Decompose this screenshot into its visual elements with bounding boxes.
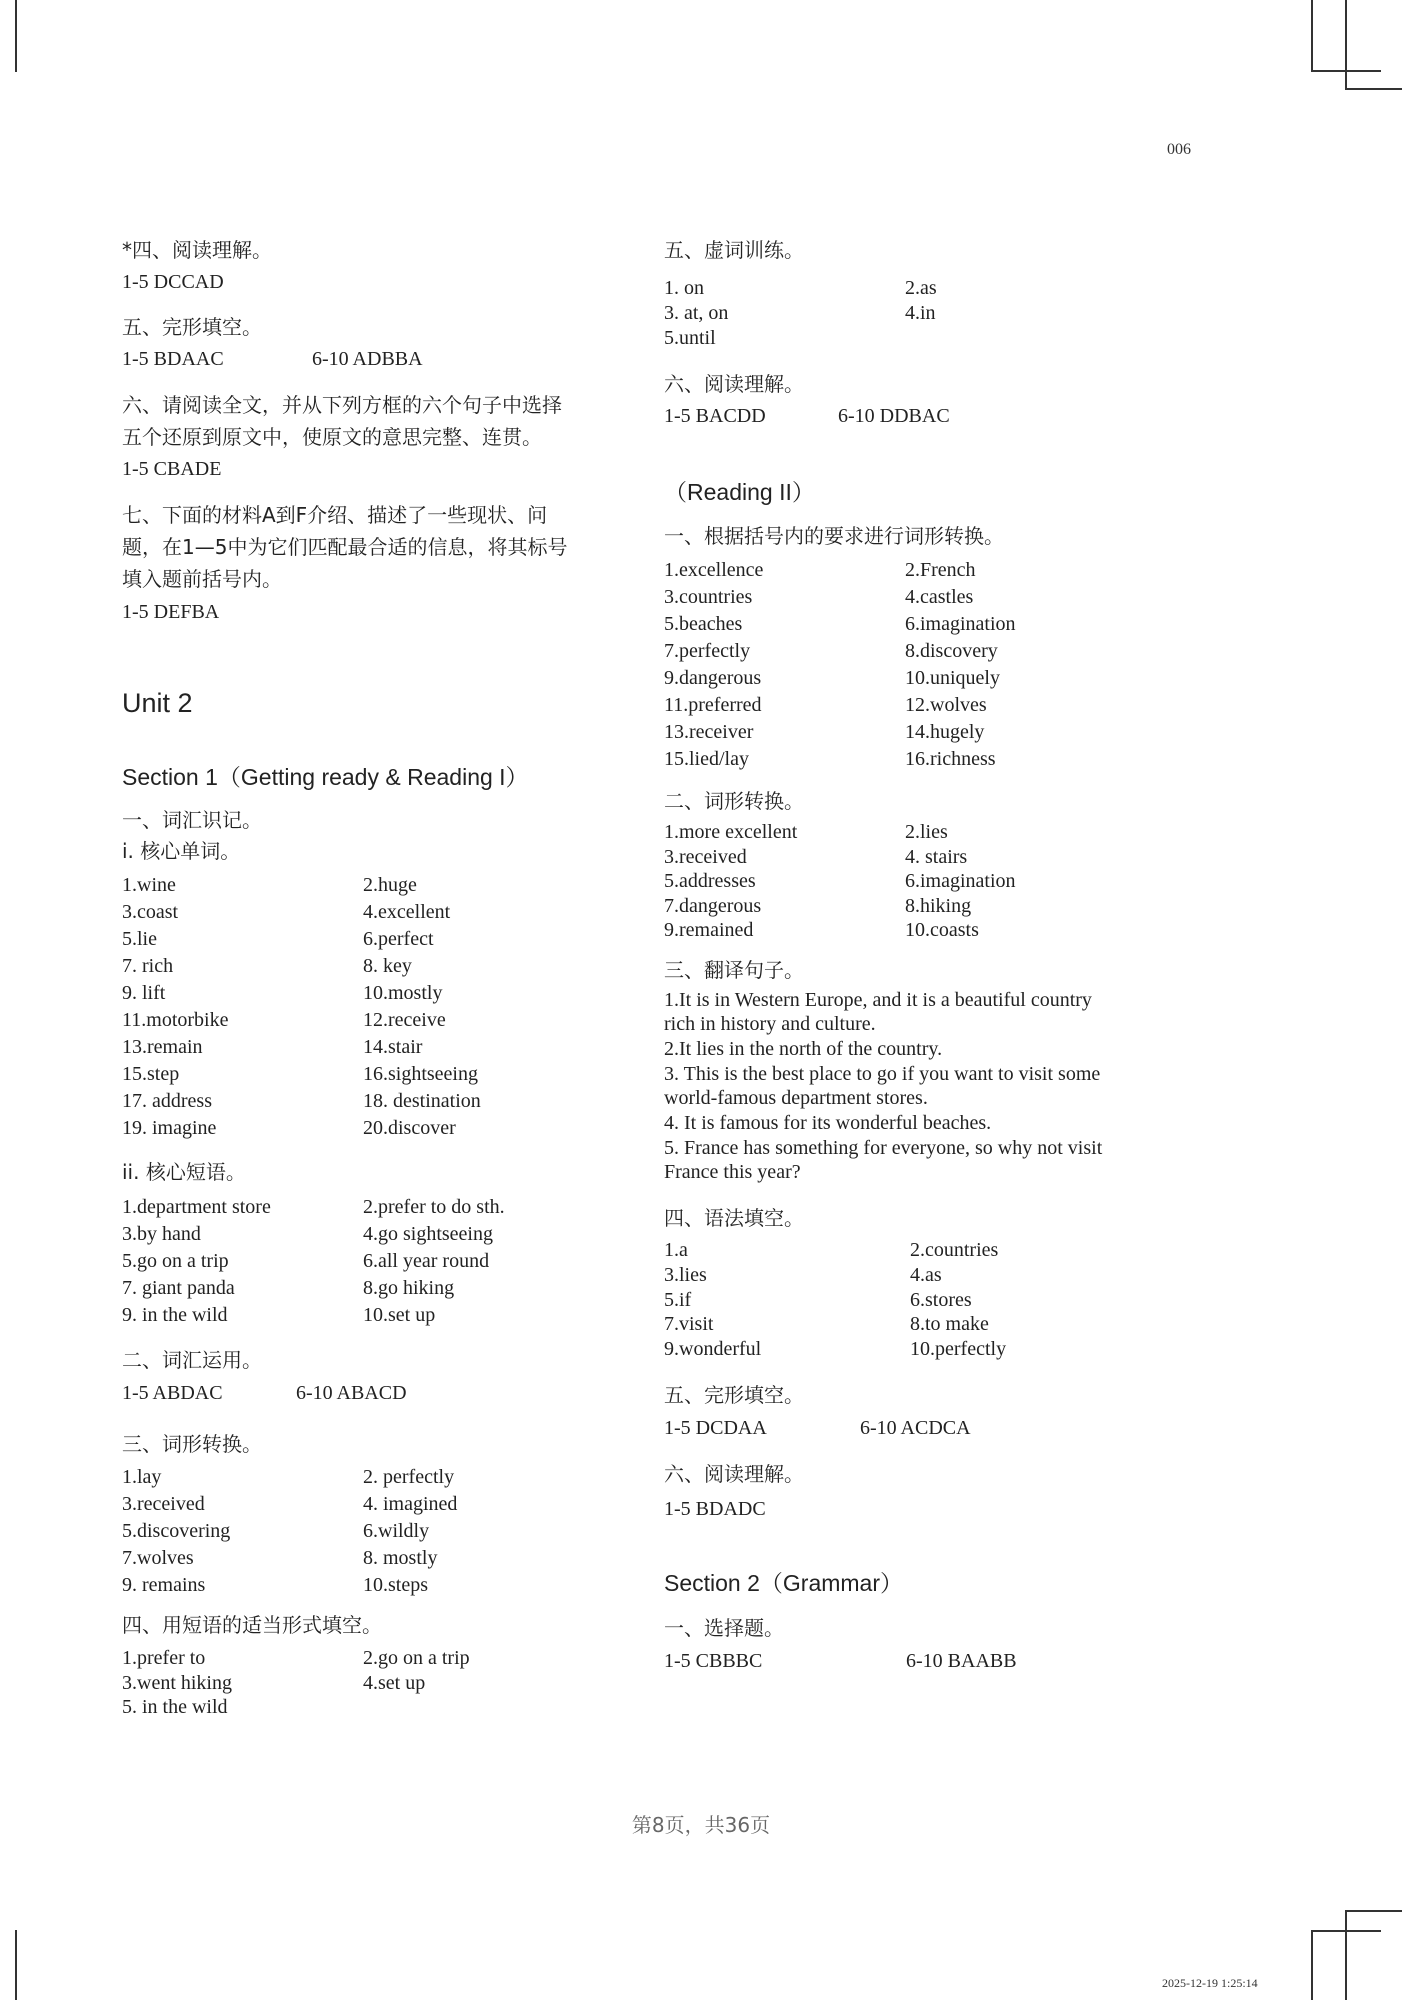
list-item: 4.castles — [905, 586, 974, 608]
list-item: 7.perfectly — [664, 640, 751, 662]
list-item: 2.go on a trip — [363, 1647, 470, 1669]
section-heading: 六、请阅读全文，并从下列方框的六个句子中选择 — [122, 393, 562, 417]
list-item: 5.until — [664, 327, 716, 349]
answer-line: 6-10 ADBBA — [312, 348, 423, 370]
section-heading: 填入题前括号内。 — [122, 567, 282, 591]
list-item: 3.received — [122, 1493, 205, 1515]
unit-title: Unit 2 — [122, 688, 193, 718]
translation-line: 3. This is the best place to go if you want to visit some — [664, 1063, 1101, 1085]
page-number: 006 — [1167, 141, 1191, 158]
list-item: 1.prefer to — [122, 1647, 206, 1669]
list-item: 8. key — [363, 955, 412, 977]
answer-line: 1-5 ABDAC — [122, 1382, 223, 1404]
answer-line: 6-10 ABACD — [296, 1382, 407, 1404]
list-item: 10.steps — [363, 1574, 428, 1596]
answer-line: 6-10 BAABB — [906, 1650, 1017, 1672]
list-item: 7.dangerous — [664, 895, 762, 917]
list-item: 5. in the wild — [122, 1696, 228, 1718]
timestamp: 2025-12-19 1:25:14 — [1162, 1976, 1258, 1990]
crop-mark — [1311, 1930, 1313, 2000]
sub-heading: i. 核心单词。 — [122, 839, 241, 863]
list-item: 6.imagination — [905, 870, 1016, 892]
crop-mark — [1345, 1910, 1402, 1912]
crop-mark — [1345, 0, 1347, 90]
list-item: 5.lie — [122, 928, 157, 950]
section-heading: 六、阅读理解。 — [664, 1462, 804, 1486]
list-item: 9. remains — [122, 1574, 206, 1596]
list-item: 9. in the wild — [122, 1304, 228, 1326]
list-item: 9.remained — [664, 919, 754, 941]
list-item: 4. stairs — [905, 846, 968, 868]
list-item: 15.lied/lay — [664, 748, 749, 770]
list-item: 11.preferred — [664, 694, 762, 716]
list-item: 18. destination — [363, 1090, 481, 1112]
list-item: 5.beaches — [664, 613, 743, 635]
list-item: 1.lay — [122, 1466, 162, 1488]
list-item: 6.perfect — [363, 928, 434, 950]
list-item: 10.uniquely — [905, 667, 1000, 689]
list-item: 7.visit — [664, 1313, 714, 1335]
list-item: 1.excellence — [664, 559, 764, 581]
list-item: 10.set up — [363, 1304, 436, 1326]
crop-mark — [1345, 1910, 1347, 2000]
list-item: 10.perfectly — [910, 1338, 1007, 1360]
list-item: 6.all year round — [363, 1250, 490, 1272]
crop-mark — [1345, 88, 1402, 90]
answer-line: 6-10 DDBAC — [838, 405, 950, 427]
section-heading: 五、完形填空。 — [122, 315, 262, 339]
section-heading: 一、词汇识记。 — [122, 808, 262, 832]
list-item: 1.more excellent — [664, 821, 798, 843]
list-item: 8.hiking — [905, 895, 972, 917]
list-item: 11.motorbike — [122, 1009, 229, 1031]
list-item: 9.dangerous — [664, 667, 762, 689]
list-item: 2.countries — [910, 1239, 999, 1261]
list-item: 3.received — [664, 846, 747, 868]
section-heading: 四、用短语的适当形式填空。 — [122, 1613, 382, 1637]
list-item: 5.if — [664, 1289, 692, 1311]
section-heading: 题，在1—5中为它们匹配最合适的信息，将其标号 — [122, 535, 568, 559]
list-item: 14.hugely — [905, 721, 985, 743]
section-title: （Reading II） — [664, 479, 815, 505]
list-item: 8.go hiking — [363, 1277, 455, 1299]
list-item: 9.wonderful — [664, 1338, 762, 1360]
list-item: 8.to make — [910, 1313, 989, 1335]
list-item: 9. lift — [122, 982, 166, 1004]
list-item: 2. perfectly — [363, 1466, 455, 1488]
list-item: 5.discovering — [122, 1520, 231, 1542]
list-item: 20.discover — [363, 1117, 456, 1139]
crop-mark — [15, 0, 17, 72]
list-item: 3.by hand — [122, 1223, 201, 1245]
section-heading: 二、词汇运用。 — [122, 1348, 262, 1372]
list-item: 15.step — [122, 1063, 180, 1085]
list-item: 7. rich — [122, 955, 174, 977]
list-item: 2.huge — [363, 874, 417, 896]
list-item: 19. imagine — [122, 1117, 217, 1139]
list-item: 6.stores — [910, 1289, 972, 1311]
answer-line: 1-5 DCDAA — [664, 1417, 767, 1439]
list-item: 5.addresses — [664, 870, 756, 892]
list-item: 1.wine — [122, 874, 176, 896]
list-item: 6.wildly — [363, 1520, 430, 1542]
translation-line: 1.It is in Western Europe, and it is a beautiful country — [664, 989, 1092, 1011]
section-heading: 五、完形填空。 — [664, 1383, 804, 1407]
answer-line: 1-5 DEFBA — [122, 601, 220, 623]
list-item: 13.remain — [122, 1036, 203, 1058]
section-heading: 四、语法填空。 — [664, 1206, 804, 1230]
list-item: 12.receive — [363, 1009, 446, 1031]
list-item: 7.wolves — [122, 1547, 194, 1569]
section-heading: 五个还原到原文中，使原文的意思完整、连贯。 — [122, 425, 542, 449]
list-item: 2.prefer to do sth. — [363, 1196, 505, 1218]
translation-line: world-famous department stores. — [664, 1087, 928, 1109]
answer-line: 1-5 BACDD — [664, 405, 766, 427]
crop-mark — [1311, 0, 1313, 72]
answer-line: 1-5 BDAAC — [122, 348, 224, 370]
list-item: 1.department store — [122, 1196, 271, 1218]
list-item: 16.richness — [905, 748, 996, 770]
list-item: 3. at, on — [664, 302, 729, 324]
answer-line: 1-5 CBADE — [122, 458, 222, 480]
list-item: 12.wolves — [905, 694, 987, 716]
answer-line: 1-5 DCCAD — [122, 271, 224, 293]
list-item: 4. imagined — [363, 1493, 458, 1515]
list-item: 10.coasts — [905, 919, 979, 941]
list-item: 3.went hiking — [122, 1672, 232, 1694]
list-item: 4.excellent — [363, 901, 451, 923]
list-item: 6.imagination — [905, 613, 1016, 635]
answer-line: 1-5 BDADC — [664, 1498, 766, 1520]
list-item: 1.a — [664, 1239, 688, 1261]
list-item: 13.receiver — [664, 721, 754, 743]
section-heading: *四、阅读理解。 — [122, 238, 272, 262]
list-item: 7. giant panda — [122, 1277, 235, 1299]
section-heading: 一、根据括号内的要求进行词形转换。 — [664, 524, 1004, 548]
list-item: 4.go sightseeing — [363, 1223, 493, 1245]
answer-line: 6-10 ACDCA — [860, 1417, 971, 1439]
list-item: 10.mostly — [363, 982, 443, 1004]
crop-mark — [15, 1930, 17, 2000]
section-heading: 三、词形转换。 — [122, 1432, 262, 1456]
list-item: 3.countries — [664, 586, 753, 608]
list-item: 5.go on a trip — [122, 1250, 229, 1272]
list-item: 17. address — [122, 1090, 212, 1112]
translation-line: 2.It lies in the north of the country. — [664, 1038, 943, 1060]
list-item: 4.as — [910, 1264, 942, 1286]
answer-line: 1-5 CBBBC — [664, 1650, 763, 1672]
list-item: 8.discovery — [905, 640, 998, 662]
page-footer: 第8页，共36页 — [631, 1813, 771, 1837]
list-item: 8. mostly — [363, 1547, 438, 1569]
section-heading: 七、下面的材料A到F介绍、描述了一些现状、问 — [122, 503, 548, 527]
list-item: 4.in — [905, 302, 936, 324]
section-heading: 二、词形转换。 — [664, 789, 804, 813]
translation-line: 5. France has something for everyone, so why not visit — [664, 1137, 1103, 1159]
list-item: 3.lies — [664, 1264, 707, 1286]
section-title: Section 1（Getting ready & Reading I） — [122, 764, 529, 790]
section-heading: 一、选择题。 — [664, 1616, 784, 1640]
list-item: 14.stair — [363, 1036, 423, 1058]
section-heading: 五、虚词训练。 — [664, 238, 804, 262]
list-item: 16.sightseeing — [363, 1063, 478, 1085]
list-item: 2.as — [905, 277, 937, 299]
sub-heading: ii. 核心短语。 — [122, 1160, 246, 1184]
list-item: 4.set up — [363, 1672, 426, 1694]
list-item: 1. on — [664, 277, 704, 299]
translation-line: France this year? — [664, 1161, 801, 1183]
list-item: 2.lies — [905, 821, 948, 843]
translation-line: rich in history and culture. — [664, 1013, 876, 1035]
section-title: Section 2（Grammar） — [664, 1570, 904, 1596]
section-heading: 六、阅读理解。 — [664, 372, 804, 396]
list-item: 3.coast — [122, 901, 179, 923]
translation-line: 4. It is famous for its wonderful beaches. — [664, 1112, 992, 1134]
list-item: 2.French — [905, 559, 976, 581]
section-heading: 三、翻译句子。 — [664, 958, 804, 982]
